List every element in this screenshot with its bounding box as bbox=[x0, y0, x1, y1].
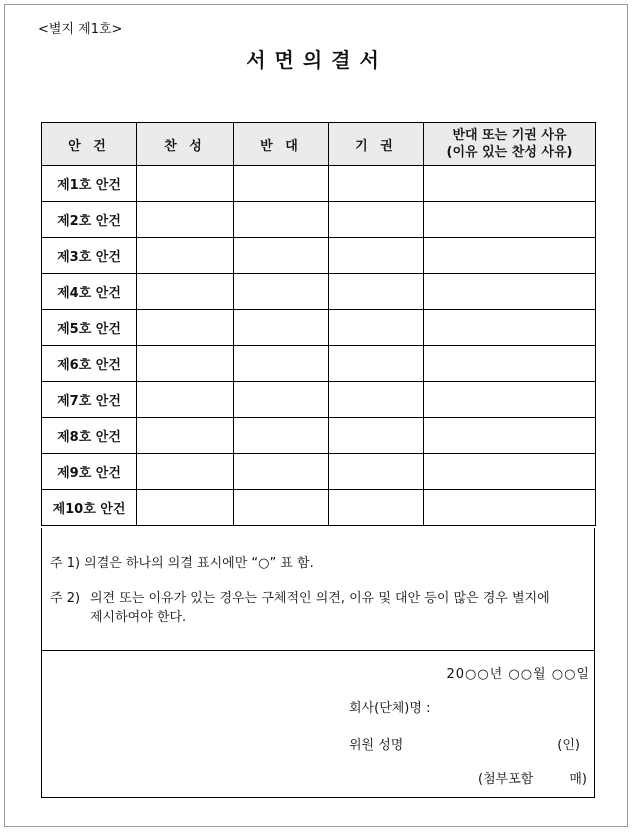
approve-cell[interactable] bbox=[137, 454, 234, 490]
note-2 bbox=[50, 589, 595, 627]
table-row bbox=[42, 166, 596, 202]
abstain-cell[interactable] bbox=[329, 418, 424, 454]
agenda-item: 제9호 안건 bbox=[42, 454, 137, 490]
oppose-cell[interactable] bbox=[234, 310, 329, 346]
company-name-label: 회사(단체)명 : bbox=[349, 701, 431, 716]
note-2-label: 주 2) bbox=[50, 591, 81, 606]
approve-cell[interactable] bbox=[137, 238, 234, 274]
abstain-cell[interactable] bbox=[329, 238, 424, 274]
signature-section bbox=[41, 650, 595, 798]
approve-cell[interactable] bbox=[137, 202, 234, 238]
oppose-cell[interactable] bbox=[234, 346, 329, 382]
oppose-cell[interactable] bbox=[234, 454, 329, 490]
approve-cell[interactable] bbox=[137, 418, 234, 454]
abstain-cell[interactable] bbox=[329, 274, 424, 310]
note-2-line2: 제시하여야 한다. bbox=[90, 610, 187, 625]
approve-cell[interactable] bbox=[137, 490, 234, 526]
reason-cell[interactable] bbox=[424, 166, 596, 202]
document-title: 서면의결서 bbox=[246, 48, 388, 72]
vote-table bbox=[41, 122, 596, 526]
abstain-cell[interactable] bbox=[329, 166, 424, 202]
reason-cell[interactable] bbox=[424, 238, 596, 274]
header-reason bbox=[424, 123, 596, 166]
member-name-label: 위원 성명 bbox=[349, 738, 404, 753]
reason-cell[interactable] bbox=[424, 202, 596, 238]
header-row bbox=[42, 123, 596, 166]
approve-cell[interactable] bbox=[137, 382, 234, 418]
header-reason-line1: 반대 또는 기권 사유 bbox=[452, 128, 567, 143]
reason-cell[interactable] bbox=[424, 490, 596, 526]
agenda-item: 제10호 안건 bbox=[42, 490, 137, 526]
attachment-label: (첨부포함 bbox=[478, 772, 534, 787]
reason-cell[interactable] bbox=[424, 454, 596, 490]
table-row bbox=[42, 454, 596, 490]
annex-label: <별지 제1호> bbox=[38, 22, 123, 37]
reason-cell[interactable] bbox=[424, 418, 596, 454]
agenda-item: 제8호 안건 bbox=[42, 418, 137, 454]
table-row bbox=[42, 202, 596, 238]
reason-cell[interactable] bbox=[424, 274, 596, 310]
note-2-line1: 의견 또는 이유가 있는 경우는 구체적인 의견, 이유 및 대안 등이 많은 경우 별지에 bbox=[90, 591, 550, 606]
abstain-cell[interactable] bbox=[329, 310, 424, 346]
table-row bbox=[42, 274, 596, 310]
reason-cell[interactable] bbox=[424, 382, 596, 418]
table-row bbox=[42, 490, 596, 526]
agenda-item: 제4호 안건 bbox=[42, 274, 137, 310]
approve-cell[interactable] bbox=[137, 346, 234, 382]
agenda-item: 제6호 안건 bbox=[42, 346, 137, 382]
abstain-cell[interactable] bbox=[329, 454, 424, 490]
agenda-item: 제5호 안건 bbox=[42, 310, 137, 346]
approve-cell[interactable] bbox=[137, 274, 234, 310]
table-row bbox=[42, 418, 596, 454]
oppose-cell[interactable] bbox=[234, 418, 329, 454]
header-oppose: 반 대 bbox=[234, 123, 329, 166]
oppose-cell[interactable] bbox=[234, 382, 329, 418]
agenda-item: 제7호 안건 bbox=[42, 382, 137, 418]
agenda-item: 제3호 안건 bbox=[42, 238, 137, 274]
seal-label: (인) bbox=[557, 738, 580, 753]
header-item: 안 건 bbox=[42, 123, 137, 166]
table-row bbox=[42, 346, 596, 382]
reason-cell[interactable] bbox=[424, 310, 596, 346]
oppose-cell[interactable] bbox=[234, 238, 329, 274]
oppose-cell[interactable] bbox=[234, 274, 329, 310]
attachment-line bbox=[478, 768, 587, 787]
oppose-cell[interactable] bbox=[234, 166, 329, 202]
agenda-item: 제2호 안건 bbox=[42, 202, 137, 238]
abstain-cell[interactable] bbox=[329, 202, 424, 238]
oppose-cell[interactable] bbox=[234, 490, 329, 526]
attachment-unit: 매) bbox=[569, 772, 587, 787]
date-line[interactable]: 20○○년 ○○월 ○○일 bbox=[446, 667, 590, 682]
oppose-cell[interactable] bbox=[234, 202, 329, 238]
reason-cell[interactable] bbox=[424, 346, 596, 382]
header-approve: 찬 성 bbox=[137, 123, 234, 166]
table-row bbox=[42, 310, 596, 346]
abstain-cell[interactable] bbox=[329, 382, 424, 418]
notes-section bbox=[41, 528, 595, 651]
agenda-item: 제1호 안건 bbox=[42, 166, 137, 202]
approve-cell[interactable] bbox=[137, 166, 234, 202]
header-reason-line2: (이유 있는 찬성 사유) bbox=[446, 145, 573, 160]
table-row bbox=[42, 382, 596, 418]
approve-cell[interactable] bbox=[137, 310, 234, 346]
table-row bbox=[42, 238, 596, 274]
header-abstain: 기 권 bbox=[329, 123, 424, 166]
abstain-cell[interactable] bbox=[329, 490, 424, 526]
abstain-cell[interactable] bbox=[329, 346, 424, 382]
note-1: 주 1) 의결은 하나의 의결 표시에만 “○” 표 함. bbox=[50, 556, 314, 571]
